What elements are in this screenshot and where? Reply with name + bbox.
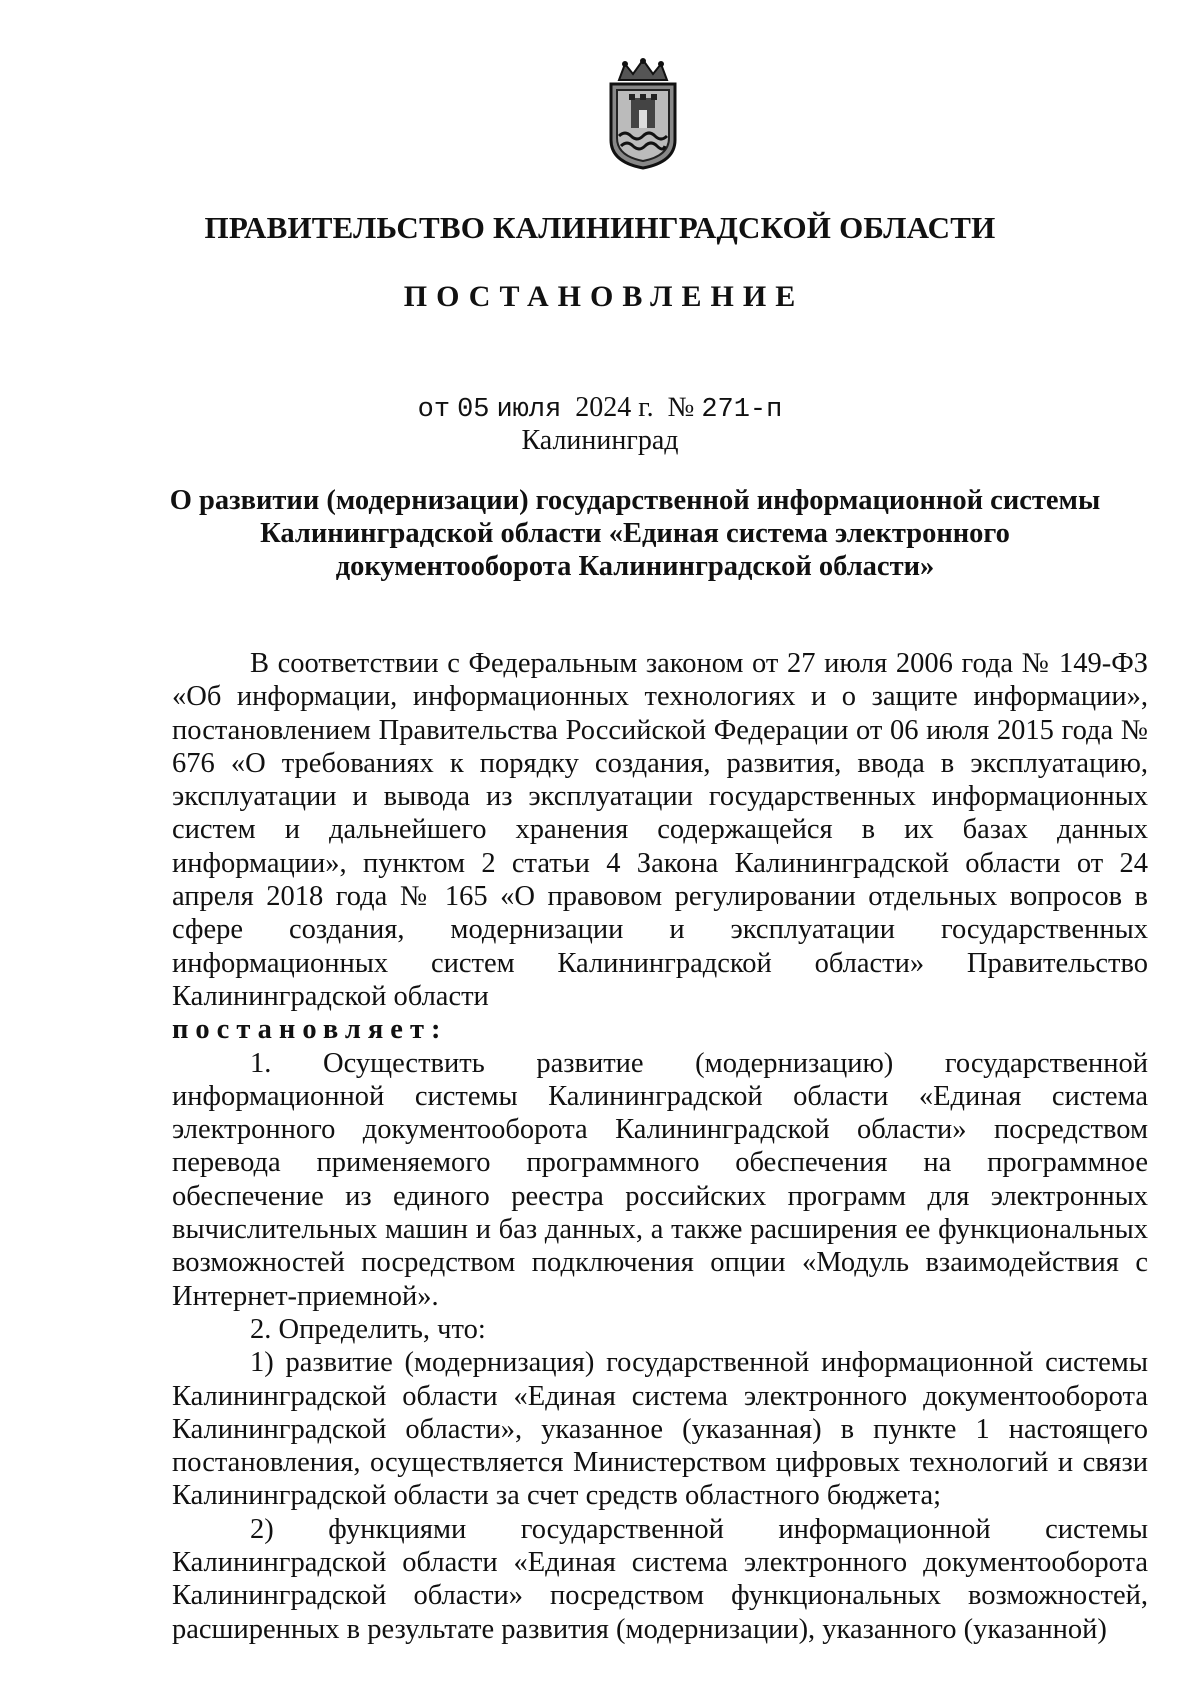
date-year: 2024 г. [575, 392, 654, 423]
item-2: 2. Определить, что: [250, 1313, 486, 1345]
document-type-heading: ПОСТАНОВЛЕНИЕ [403, 280, 805, 313]
city-name: Калининград [521, 425, 679, 456]
decree-word-paragraph [172, 1013, 1148, 1046]
dateline [0, 392, 1200, 425]
decree-word: постановляет: [172, 1014, 448, 1046]
item-1: 1. Осуществить развитие (модернизацию) государственной информационной системы Калининградской области «Единая система электронного документооборота Калининградской области» посредством перевода применяемого программного обеспечения на программное обеспечение из единого реестра российских программ для электронных вычислительных машин и баз данных, а также расширения ее функциональных возможностей посредством подключения опции «Модуль взаимодействия с Интернет-приемной». [172, 1047, 1148, 1312]
number-sign: № [667, 392, 695, 423]
date-month: июля [496, 395, 562, 425]
item-2-2: 2) функциями государственной информационной системы Калининградской области «Единая система электронного документооборота Калининградской области» посредством функциональных возможностей, расширенных в результате развития (модернизации), указанного (указанной) [172, 1513, 1148, 1645]
organization-heading: ПРАВИТЕЛЬСТВО КАЛИНИНГРАДСКОЙ ОБЛАСТИ [204, 210, 996, 245]
date-prefix: от [417, 395, 451, 425]
document-title: О развитии (модернизации) государственной информационной системы Калининградской области «Единая система электронного документооборота Калининградской области» [169, 485, 1101, 582]
item-2-1: 1) развитие (модернизация) государственной информационной системы Калининградской области «Единая система электронного документооборота Калининградской области», указанное (указанная) в пункте 1 настоящего постановления, осуществляется Министерством цифровых технологий и связи Калининградской области за счет средств областного бюджета; [172, 1347, 1148, 1512]
document-number: 271-п [701, 395, 783, 425]
date-day: 05 [457, 395, 490, 425]
document-body [172, 647, 1148, 1646]
preamble-text: В соответствии с Федеральным законом от 27 июля 2006 года № 149-ФЗ «Об информации, информационных технологиях и о защите информации», постановлением Правительства Российской Федерации от 06 июля 2015 года № 676 «О требованиях к порядку создания, развития, ввода в эксплуатацию, эксплуатации и вывода из эксплуатации государственных информационных систем и дальнейшего хранения содержащейся в их базах данных информации», пунктом 2 статьи 4 Закона Калининградской области от 24 апреля 2018 года № 165 «О правовом регулировании отдельных вопросов в сфере создания, модернизации и эксплуатации государственных информационных систем Калининградской области» Правительство Калининградской области [172, 648, 1148, 1012]
coat-of-arms-emblem [605, 58, 681, 170]
preamble-paragraph [172, 647, 1148, 1013]
